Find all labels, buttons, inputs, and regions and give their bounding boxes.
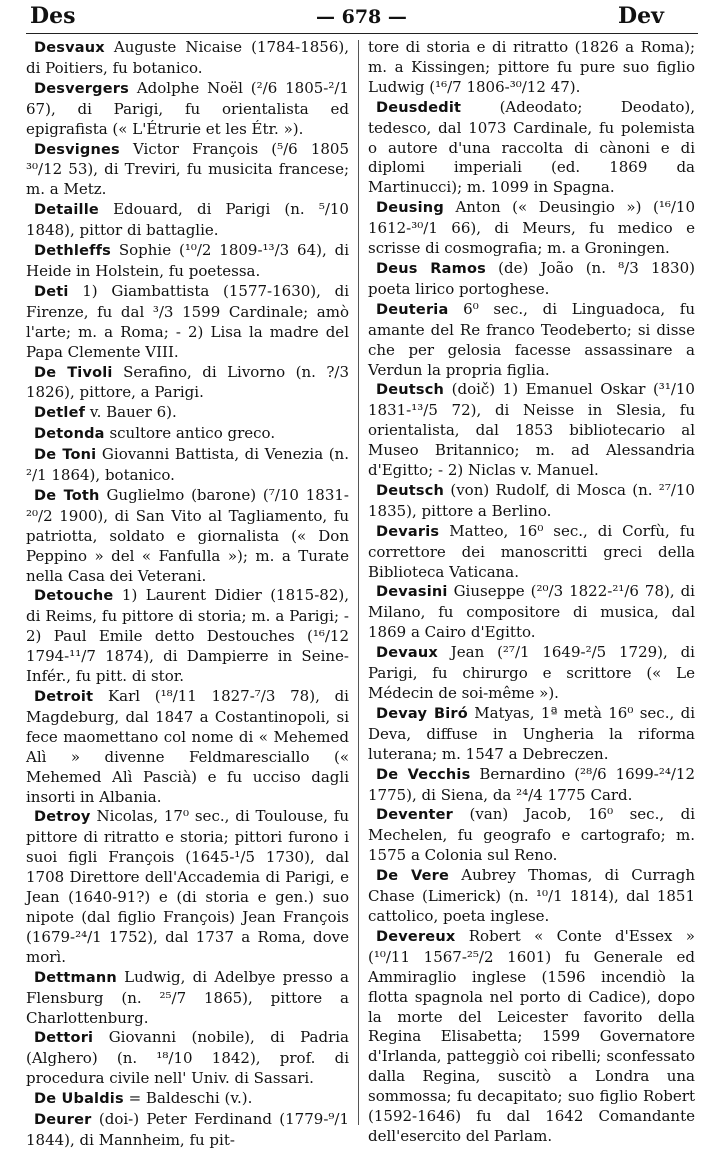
entry-headword: De Toni — [34, 447, 97, 464]
header-left-guideword: Des — [30, 3, 76, 29]
entry-headword: Detroit — [34, 689, 94, 705]
dictionary-entry — [368, 259, 695, 300]
dictionary-entry — [26, 200, 349, 241]
dictionary-entry — [26, 282, 349, 363]
entry-text: Matteo, 16⁰ sec., di Corfù, fu correttore dei manoscritti greci della Biblioteca Vaticana. — [368, 521, 695, 581]
dictionary-entry — [26, 1089, 349, 1110]
entry-text: Matyas, 1ª metà 16⁰ sec., di Deva, diffuse in Ungheria la riforma luterana; m. 1547 a Debreczen. — [368, 703, 695, 763]
dictionary-entry — [368, 582, 695, 643]
entry-headword: Detroy — [34, 809, 91, 826]
right-column — [368, 38, 695, 1145]
entry-text: (van) Jacob, 16⁰ sec., di Mechelen, fu geografo e cartografo; m. 1575 a Colonia sul Reno. — [368, 805, 695, 865]
entry-headword: Devasini — [376, 584, 448, 601]
entry-headword: Detaille — [34, 202, 99, 219]
dictionary-entry — [368, 765, 695, 806]
entry-headword: Devaris — [376, 523, 440, 540]
entry-text: Nicolas, 17⁰ sec., di Toulouse, fu pittore di ritratto e storia; pittori furono i suoi figli François (1645-¹/5 1730), dal 1708 Direttore dell'Accademia di Parigi, e Jean (1640-91?) e (di storia e gen.) suo nipote (dal figlio François) Jean François (1679-²⁴/1 1752), dal 1737 a Roma, dove morì. — [26, 807, 349, 966]
entry-text: Victor François (⁵/6 1805 ³⁰/12 53), di Treviri, fu musicita francese; m. a Metz. — [26, 139, 349, 199]
entry-text: Bernardino (²⁸/6 1699-²⁴/12 1775), di Siena, da ²⁴/4 1775 Card. — [368, 764, 695, 804]
dictionary-entry — [368, 704, 695, 765]
entry-text: = Baldeschi (v.). — [128, 1089, 253, 1108]
entry-text: (doi-) Peter Ferdinand (1779-⁹/1 1844), di Mannheim, fu pit- — [26, 1110, 349, 1149]
page-header — [0, 0, 718, 34]
dictionary-entry — [26, 424, 349, 445]
entry-headword: Deusdedit — [376, 99, 462, 116]
entry-headword: Desvaux — [34, 40, 105, 56]
dictionary-entry — [368, 481, 695, 522]
entry-text: Guglielmo (barone) (⁷/10 1831-²⁰/2 1900), di San Vito al Tagliamento, fu patriotta, soldato e giornalista (« Don Peppino » del « Fanfulla »); m. a Turate nella Casa dei Veterani. — [26, 485, 350, 585]
entry-headword: Deusing — [376, 200, 444, 217]
dictionary-entry — [368, 98, 695, 199]
entry-headword: Devay Biró — [376, 705, 468, 722]
entry-headword: Detouche — [34, 588, 114, 605]
entry-headword: De Vere — [376, 868, 450, 885]
entry-text: 6⁰ sec., di Linguadoca, fu amante del Re franco Teodeberto; si disse che per gelosia facesse assassinare a Verdun la propria figlia. — [368, 299, 695, 379]
dictionary-entry — [26, 586, 349, 687]
dictionary-entry — [26, 363, 349, 404]
entry-text: Giovanni Battista, di Venezia (n. ²/1 1864), botanico. — [26, 445, 349, 485]
entry-headword: Deti — [34, 283, 69, 300]
entry-text: Ludwig, di Adelbye presso a Flensburg (n. ²⁵/7 1865), pittore a Charlottenburg. — [26, 967, 349, 1027]
entry-text: Giuseppe (²⁰/3 1822-²¹/6 78), di Milano, fu compositore di musica, dal 1869 a Cairo d'Egitto. — [368, 582, 695, 642]
entry-headword: De Tivoli — [34, 364, 113, 381]
dictionary-entry — [26, 140, 349, 201]
entry-text: (doič) 1) Emanuel Oskar (³¹/10 1831-¹³/5 72), di Neisse in Slesia, fu orientalista, dal 1853 bibliotecario al Museo Britannico; m. ad Alessandria d'Egitto; - 2) Niclas v. Manuel. — [368, 380, 695, 480]
dictionary-entry — [26, 968, 349, 1029]
entry-headword: Dethleffs — [34, 243, 111, 260]
dictionary-entry — [368, 522, 695, 583]
entry-text: Robert « Conte d'Essex » (¹⁰/11 1567-²⁵/2 1601) fu Generale ed Ammiraglio inglese (1596 incendiò la flotta spagnola nel porto di Cadice), dopo la morte del Leicester favorito della Regina Elisabetta; 1599 Governatore d'Irlanda, patteggiò coi ribelli; sconfessato dalla Regina, suscitò a Londra una sommossa; fu decapitato; suo figlio Robert (1592-1646) fu dal 1642 Comandante dell'esercito del Parlam. — [368, 926, 695, 1145]
dictionary-entry — [368, 300, 695, 381]
dictionary-entry — [26, 1028, 349, 1089]
entry-text: tore di storia e di ritratto (1826 a Roma); m. a Kissingen; pittore fu pure suo figlio Ludwig (¹⁶/7 1806-³⁰/12 47). — [368, 38, 695, 96]
entry-headword: Dettmann — [34, 969, 117, 986]
entry-headword: Desvignes — [34, 141, 120, 158]
header-right-guideword: Dev — [618, 3, 664, 29]
entry-text: (Adeodato; Deodato), tedesco, dal 1073 Cardinale, fu polemista o autore d'una raccolta di cànoni e di diplomi imperiali (ed. 1869 da Martinucci); m. 1099 in Spagna. — [368, 97, 695, 197]
dictionary-entry — [26, 687, 349, 807]
dictionary-entry — [368, 380, 695, 481]
entry-text: scultore antico greco. — [109, 424, 276, 443]
entry-headword: Desvergers — [34, 80, 129, 97]
entry-headword: Deurer — [34, 1112, 92, 1129]
entry-text: Auguste Nicaise (1784-1856), di Poitiers, fu botanico. — [26, 38, 349, 77]
entry-text: Aubrey Thomas, di Curragh Chase (Limerick) (n. ¹⁰/1 1814), dal 1851 cattolico, poeta inglese. — [368, 866, 695, 925]
dictionary-entry — [368, 805, 695, 866]
dictionary-entry — [26, 486, 349, 587]
dictionary-entry — [368, 927, 695, 1147]
entry-headword: Detonda — [34, 426, 105, 443]
dictionary-entry — [26, 79, 349, 140]
entry-headword: Deus Ramos — [376, 260, 486, 277]
entry-text: 1) Laurent Didier (1815-82), di Reims, fu pittore di storia; m. a Parigi; - 2) Paul Emile detto Destouches (¹⁶/12 1794-¹¹/7 1874), di Dampierre in Seine-Infér., fu pitt. di stor. — [26, 586, 349, 686]
dictionary-entry — [26, 241, 349, 282]
entry-text: (von) Rudolf, di Mosca (n. ²⁷/10 1835), pittore a Berlino. — [368, 480, 695, 520]
entry-text: v. Bauer 6). — [89, 403, 177, 422]
dictionary-entry — [26, 38, 349, 79]
dictionary-entry — [368, 643, 695, 704]
dictionary-entry — [26, 1110, 349, 1151]
entry-text: Serafino, di Livorno (n. ?/3 1826), pittore, a Parigi. — [26, 362, 349, 402]
entry-headword: Deutsch — [376, 382, 445, 399]
entry-headword: Deventer — [376, 807, 453, 824]
entry-text: (de) João (n. ⁸/3 1830) poeta lirico portoghese. — [368, 258, 695, 298]
entry-text: Giovanni (nobile), di Padria (Alghero) (n. ¹⁸/10 1842), prof. di procedura civile nell' Univ. di Sassari. — [26, 1028, 349, 1088]
entry-text: Karl (¹⁸/11 1827-⁷/3 78), di Magdeburg, dal 1847 a Costantinopoli, si fece maomettano col nome di « Mehemed Alì » divenne Feldmaresciallo (« Mehemed Alì Pascià) e fu ucciso dagli insorti in Albania. — [26, 687, 349, 806]
dictionary-entry — [26, 807, 349, 967]
entry-text: Anton (« Deusingio ») (¹⁶/10 1612-³⁰/1 66), di Meurs, fu medico e scrisse di cosmografia; m. a Groningen. — [368, 198, 695, 258]
entry-headword: Deutsch — [376, 482, 445, 499]
entry-headword: Dettori — [34, 1030, 94, 1047]
entry-text: Jean (²⁷/1 1649-²/5 1729), di Parigi, fu chirurgo e scrittore (« Le Médecin de soi-même »). — [368, 643, 695, 702]
dictionary-entry — [26, 445, 349, 486]
entry-headword: Devereux — [376, 928, 456, 945]
page-number: — 678 — — [316, 6, 407, 28]
entry-text: 1) Giambattista (1577-1630), di Firenze, fu dal ³/3 1599 Cardinale; amò l'arte; m. a Roma; - 2) Lisa la madre del Papa Clemente VIII. — [26, 281, 349, 361]
entry-headword: Deuteria — [376, 301, 449, 318]
left-column — [26, 38, 350, 1149]
entry-headword: De Vecchis — [376, 766, 471, 783]
dictionary-entry — [368, 866, 695, 927]
dictionary-entry — [26, 403, 349, 424]
entry-headword: De Ubaldis — [34, 1091, 124, 1108]
header-rule — [26, 33, 698, 34]
column-divider — [358, 40, 359, 1125]
entry-text: Sophie (¹⁰/2 1809-¹³/3 64), di Heide in Holstein, fu poetessa. — [26, 241, 349, 280]
entry-headword: De Toth — [34, 487, 100, 504]
dictionary-entry — [368, 38, 695, 98]
entry-headword: Detlef — [34, 405, 86, 422]
entry-headword: Devaux — [376, 645, 438, 662]
dictionary-entry — [368, 198, 695, 259]
entry-text: Adolphe Noël (²/6 1805-²/1 67), di Parigi, fu orientalista ed epigrafista (« L'Étrurie et les Étr. »). — [26, 78, 349, 138]
entry-text: Edouard, di Parigi (n. ⁵/10 1848), pittor di battaglie. — [26, 200, 349, 240]
